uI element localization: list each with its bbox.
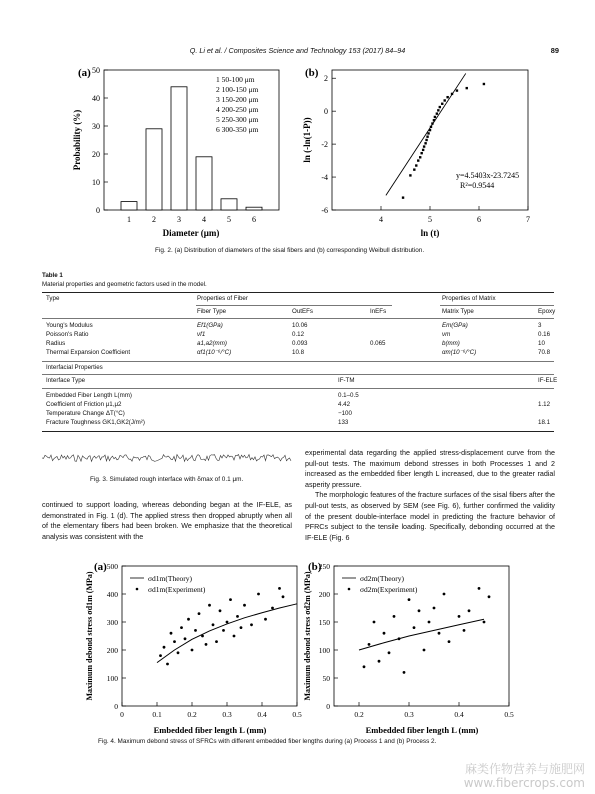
fig2b-point <box>439 106 441 108</box>
fig2a-xtick-label: 5 <box>227 215 231 224</box>
fig4-ytick-label: 500 <box>106 562 118 571</box>
table-head-row-2 <box>42 308 554 317</box>
fig2b-point <box>417 159 419 161</box>
fig2b-ytick-label: 2 <box>324 74 328 84</box>
watermark <box>464 762 585 790</box>
fig2a-xlabel: Diameter (μm) <box>162 228 220 238</box>
fig4-experiment-point <box>438 632 441 635</box>
fig4-experiment-point <box>468 609 471 612</box>
table-cell-sym: αf1(10⁻⁶/°C) <box>197 349 232 356</box>
table-cell-mval: 70.8 <box>538 349 551 356</box>
fig4-xtick-label: 0.3 <box>222 710 232 719</box>
fig4-experiment-point <box>393 615 396 618</box>
fig2b-frame <box>332 70 528 210</box>
fig2b-point <box>483 83 485 85</box>
table1 <box>42 295 554 304</box>
fig4-experiment-point <box>243 604 246 607</box>
interfacial-label: Interfacial Properties <box>46 364 103 371</box>
table-cell-name: Poisson's Ratio <box>46 331 89 338</box>
fig4-experiment-point <box>388 651 391 654</box>
fig2a-label: (a) <box>78 67 91 79</box>
fig2b-point <box>402 196 404 198</box>
fig4-experiment-point <box>448 640 451 643</box>
fig4-experiment-point <box>166 663 169 666</box>
fig2b-fit-line <box>386 73 466 195</box>
fig4-experiment-point <box>173 640 176 643</box>
fig2b-point <box>451 93 453 95</box>
fig2b-point <box>420 152 422 154</box>
fig2a-xtick-label: 6 <box>252 215 256 224</box>
table-cell-v2: 18.1 <box>538 419 551 426</box>
fig2a-ytick-label: 0 <box>96 206 100 215</box>
fig4b-ylabel: Maximum debond stress σd2m (MPa) <box>303 571 312 701</box>
interface-head-row <box>42 377 558 386</box>
fig4-experiment-point <box>240 626 243 629</box>
fig2b-point <box>441 103 443 105</box>
table-row <box>42 401 554 410</box>
figure-2 <box>70 64 540 244</box>
fig2a-ytick-label: 50 <box>92 66 100 75</box>
table-row <box>42 349 554 358</box>
fig4a-xlabel: Embedded fiber length L (mm) <box>153 725 267 735</box>
fig2b-point <box>446 96 448 98</box>
col-interface-type: Interface Type <box>46 377 86 384</box>
table-cell-v1: −100 <box>338 410 352 417</box>
table-cell-mval: 10 <box>538 340 545 347</box>
fig4-experiment-point <box>159 654 162 657</box>
col-matrix-type: Matrix Type <box>442 308 474 315</box>
table-cell-mval: 3 <box>538 322 542 329</box>
fig2a-bar <box>246 207 262 210</box>
table-cell-name: Embedded Fiber Length L(mm) <box>46 392 132 399</box>
fig4-experiment-point <box>208 604 211 607</box>
fig2b-point <box>433 119 435 121</box>
fig4a-legend-theory: σd1m(Theory) <box>148 574 193 583</box>
fig4a-label: (a) <box>94 561 107 573</box>
fig4-xtick-label: 0.1 <box>152 710 162 719</box>
fig4-experiment-point <box>463 629 466 632</box>
fig2b-point <box>413 168 415 170</box>
fig4b-legend-marker <box>348 588 351 591</box>
fig4-experiment-point <box>398 637 401 640</box>
table-cell-msym: Em(GPa) <box>442 322 468 329</box>
fig2b-ytick-label: 0 <box>324 107 328 117</box>
table-row <box>42 322 554 331</box>
fig4-experiment-point <box>271 607 274 610</box>
fig2a-bar <box>221 199 237 210</box>
table-cell-msym: αm(10⁻⁶/°C) <box>442 349 477 356</box>
fig4-experiment-point <box>180 626 183 629</box>
fig2a-ytick-label: 20 <box>92 150 100 159</box>
fig4-experiment-point <box>443 593 446 596</box>
fig4-xtick-label: 0.2 <box>187 710 197 719</box>
fig2b-equation: y=4.5403x-23.7245 <box>456 171 520 180</box>
fig4-ytick-label: 0 <box>326 702 330 711</box>
fig4-experiment-point <box>219 609 222 612</box>
table1-body <box>42 308 554 317</box>
fig2b-r2: R²=0.9544 <box>460 181 495 190</box>
col-type: Type <box>46 295 60 302</box>
fig4-experiment-point <box>222 629 225 632</box>
table1-if-rows <box>42 392 554 428</box>
fig2b-point <box>422 149 424 151</box>
fig2a-bar <box>121 202 137 210</box>
fig2a-legend-item: 3 150-200 μm <box>216 95 259 104</box>
fig3-caption: Fig. 3. Simulated rough interface with δmax of 0.1 μm. <box>90 476 244 483</box>
fig2b-xtick-label: 6 <box>477 215 481 224</box>
fig2a-bar <box>196 157 212 210</box>
table-rule-if <box>42 374 554 375</box>
fig2b-xtick-label: 4 <box>379 215 383 224</box>
fig2a-panel <box>72 66 279 238</box>
fig4-experiment-point <box>236 615 239 618</box>
fig4-experiment-point <box>488 595 491 598</box>
fig4-experiment-point <box>368 643 371 646</box>
fig4-experiment-point <box>184 637 187 640</box>
fig2b-xtick-label: 5 <box>428 215 432 224</box>
fig2b-ytick-label: -2 <box>321 140 328 150</box>
fig2a-ytick-label: 40 <box>92 94 100 103</box>
fig4-experiment-point <box>163 646 166 649</box>
fig4-experiment-point <box>423 649 426 652</box>
col-matrix: Properties of Matrix <box>442 295 496 302</box>
fig4b-panel <box>303 561 514 735</box>
fig2a-legend-item: 5 250-300 μm <box>216 115 259 124</box>
fig4-xtick-label: 0.2 <box>354 710 364 719</box>
fig4-xtick-label: 0.5 <box>504 710 514 719</box>
fig2a-ylabel: Probability (%) <box>72 109 82 171</box>
table1-interfacial <box>42 364 554 373</box>
rough-interface-line <box>42 455 291 462</box>
watermark-line-2: www.fibercrops.com <box>463 776 585 790</box>
fig4-experiment-point <box>191 649 194 652</box>
fig4-ytick-label: 200 <box>106 646 118 655</box>
fig2a-ytick-label: 10 <box>92 178 100 187</box>
fig4-ytick-label: 150 <box>318 618 330 627</box>
fig4-experiment-point <box>198 612 201 615</box>
fig4-experiment-point <box>229 598 232 601</box>
fig4-experiment-point <box>194 629 197 632</box>
fig4-xtick-label: 0 <box>120 710 124 719</box>
table-cell-name: Fracture Toughness GK1,GK2(J/m²) <box>46 419 145 426</box>
fig4-ytick-label: 400 <box>106 590 118 599</box>
fig2a-legend-item: 1 50-100 μm <box>216 75 255 84</box>
paragraph-left: continued to support loading, whereas debonding began at the IF-ELE, as demonstrated in Fig. 1 (d). The applied stress then dropped abruptly when all of the elementary fibers had been broken. We emphasize that the theoretical analysis was consistent with the <box>42 501 292 541</box>
fig2a-legend-item: 6 300-350 μm <box>216 125 259 134</box>
table-rule-if2 <box>42 388 554 389</box>
fig4-experiment-point <box>428 621 431 624</box>
fig4-experiment-point <box>478 587 481 590</box>
fig4-ytick-label: 100 <box>106 674 118 683</box>
table-cell-sym: Ef1(GPa) <box>197 322 223 329</box>
table-cell-name: Thermal Expansion Coefficient <box>46 349 131 356</box>
paragraph-right-2: The morphologic features of the fracture surfaces of the sisal fibers after the pull-out tests, as observed by SEM (see Fig. 6), further confirmed the validity of the present double-interface model in predicting the fracture behavior of PFRCs subject to the tensile loading. Specifically, debonding occurred at the IF-ELE (Fig. 6 <box>305 491 555 542</box>
fig4-caption: Fig. 4. Maximum debond stress of SFRCs with different embedded fiber lengths during (a) Process 1 and (b) Process 2. <box>98 738 437 745</box>
fig2b-point <box>444 99 446 101</box>
fig2b-xtick-label: 7 <box>526 215 530 224</box>
table-cell-out: 10.06 <box>292 322 308 329</box>
fig4a-panel <box>85 561 302 735</box>
table-rule-matrix <box>440 305 554 306</box>
fig4b-legend-exp: σd2m(Experiment) <box>360 585 418 594</box>
fig4-experiment-point <box>257 593 260 596</box>
fig4-experiment-point <box>278 587 281 590</box>
fig4-experiment-point <box>418 609 421 612</box>
col-out: OutEFs <box>292 308 313 315</box>
col-in: InEFs <box>370 308 387 315</box>
table-cell-out: 0.093 <box>292 340 308 347</box>
fig4b-xlabel: Embedded fiber length L (mm) <box>365 725 479 735</box>
fig2b-point <box>436 112 438 114</box>
table1-subtitle: Material properties and geometric factors used in the model. <box>42 281 207 288</box>
fig4-experiment-point <box>212 623 215 626</box>
fig2b-label: (b) <box>305 67 319 79</box>
fig2b-ytick-label: -6 <box>321 206 328 215</box>
table-row <box>42 331 554 340</box>
fig2b-point <box>423 145 425 147</box>
fig4a-legend-exp: σd1m(Experiment) <box>148 585 206 594</box>
figure-4 <box>72 558 532 738</box>
fig4-ytick-label: 50 <box>322 674 330 683</box>
table-rule-top <box>42 292 554 293</box>
table-rule-fiber <box>196 305 392 306</box>
fig2a-bar <box>146 129 162 210</box>
fig2b-point <box>456 89 458 91</box>
table-head-row-1 <box>42 295 554 304</box>
table-cell-name: Young's Modulus <box>46 322 93 329</box>
table-rule-mid <box>42 361 554 362</box>
fig4-xtick-label: 0.5 <box>292 710 302 719</box>
fig4-experiment-point <box>170 632 173 635</box>
fig4-ytick-label: 0 <box>114 702 118 711</box>
fig4-experiment-point <box>433 607 436 610</box>
fig2b-point <box>415 164 417 166</box>
table-cell-v1: 133 <box>338 419 349 426</box>
table-cell-msym: b(mm) <box>442 340 460 347</box>
table-row <box>42 392 554 401</box>
fig2b-point <box>466 87 468 89</box>
fig4-ytick-label: 300 <box>106 618 118 627</box>
fig2b-point <box>425 139 427 141</box>
fig2b-xlabel: ln (t) <box>420 228 440 238</box>
fig4-experiment-point <box>378 660 381 663</box>
table-cell-name: Coefficient of Friction μ1,μ2 <box>46 401 122 408</box>
fig2-caption: Fig. 2. (a) Distribution of diameters of the sisal fibers and (b) corresponding Weibull distribution. <box>155 247 425 254</box>
fig2a-xtick-label: 1 <box>127 215 131 224</box>
table1-if-head <box>42 377 558 386</box>
table-cell-sym: νf1 <box>197 331 206 338</box>
table-rule-head <box>42 318 554 319</box>
fig2b-point <box>409 174 411 176</box>
table-cell-out: 0.12 <box>292 331 305 338</box>
table-row <box>42 410 554 419</box>
fig2b-point <box>426 136 428 138</box>
table-cell-sym: a1,a2(mm) <box>197 340 227 347</box>
fig2b-point <box>427 132 429 134</box>
paragraph-right-1: experimental data regarding the applied stress-displacement curve from the pull-out tests. The maximum debond stresses in both Processes 1 and 2 increased as the embedded fiber length L increased, due to the greater radial asperity pressure. <box>305 449 555 489</box>
table-cell-name: Temperature Change ΔT(°C) <box>46 410 125 417</box>
fig2a-xtick-label: 3 <box>177 215 181 224</box>
fig2b-ylabel: ln (-ln(1-P)) <box>302 117 312 163</box>
table-cell-msym: νm <box>442 331 451 338</box>
fig4-experiment-point <box>408 598 411 601</box>
fig2b-point <box>430 126 432 128</box>
table-cell-in: 0.065 <box>370 340 386 347</box>
fig4-experiment-point <box>383 632 386 635</box>
fig4-experiment-point <box>483 621 486 624</box>
table-rule-bottom <box>42 431 554 432</box>
page-number: 89 <box>550 46 559 55</box>
fig4-ytick-label: 200 <box>318 590 330 599</box>
fig2b-point <box>419 156 421 158</box>
fig2a-legend-item: 2 100-150 μm <box>216 85 259 94</box>
fig4-experiment-point <box>205 643 208 646</box>
fig4-experiment-point <box>363 665 366 668</box>
table1-title: Table 1 <box>42 272 63 279</box>
fig2a-xtick-label: 4 <box>202 215 206 224</box>
col-if-ele: IF-ELE <box>538 377 558 384</box>
col-fiber-type: Fiber Type <box>197 308 227 315</box>
fig2b-point <box>434 116 436 118</box>
journal-citation: Q. Li et al. / Composites Science and Technology 153 (2017) 84–94 <box>189 46 406 55</box>
fig4-experiment-point <box>250 623 253 626</box>
fig2a-legend-item: 4 200-250 μm <box>216 105 259 114</box>
fig2b-ytick-label: -4 <box>321 173 328 183</box>
fig2a-ytick-label: 30 <box>92 122 100 131</box>
fig4b-legend-theory: σd2m(Theory) <box>360 574 405 583</box>
fig4-experiment-point <box>373 621 376 624</box>
fig4-experiment-point <box>187 618 190 621</box>
table-cell-v1: 4.42 <box>338 401 351 408</box>
fig4-experiment-point <box>233 635 236 638</box>
col-fiber: Properties of Fiber <box>197 295 248 302</box>
table-row <box>42 340 554 349</box>
fig4-experiment-point <box>282 595 285 598</box>
running-header <box>0 44 595 58</box>
watermark-line-1: 麻类作物营养与施肥网 <box>464 762 585 776</box>
fig2b-point <box>424 142 426 144</box>
fig4b-label: (b) <box>308 561 322 573</box>
fig4-experiment-point <box>403 671 406 674</box>
fig4-ytick-label: 100 <box>318 646 330 655</box>
fig4-xtick-label: 0.3 <box>404 710 414 719</box>
fig2b-point <box>431 122 433 124</box>
fig4a-ylabel: Maximum debond stress σd1m (MPa) <box>85 571 94 701</box>
fig2b-point <box>437 109 439 111</box>
fig4-experiment-point <box>215 640 218 643</box>
fig4a-legend-marker <box>136 588 139 591</box>
fig4-xtick-label: 0.4 <box>257 710 267 719</box>
body-text-left <box>42 500 292 542</box>
fig4-experiment-point <box>201 635 204 638</box>
table-cell-v2: 1.12 <box>538 401 551 408</box>
fig4-xtick-label: 0.4 <box>454 710 464 719</box>
fig2a-bar <box>171 87 187 210</box>
figure-3-rough-interface <box>42 450 292 466</box>
fig4-experiment-point <box>177 651 180 654</box>
table1-rows <box>42 322 554 358</box>
table-cell-v1: 0.1–0.5 <box>338 392 359 399</box>
fig4-experiment-point <box>264 618 267 621</box>
table-row <box>42 419 554 428</box>
fig4-experiment-point <box>458 615 461 618</box>
fig2b-point <box>429 129 431 131</box>
table-cell-mval: 0.16 <box>538 331 551 338</box>
fig4-ytick-label: 250 <box>318 562 330 571</box>
table-cell-name: Radius <box>46 340 66 347</box>
fig4-experiment-point <box>226 621 229 624</box>
col-if-tm: IF-TM <box>338 377 355 384</box>
col-epoxy: Epoxy <box>538 308 556 315</box>
interfacial-heading <box>42 364 554 373</box>
fig2b-panel <box>302 67 530 238</box>
fig4-experiment-point <box>413 626 416 629</box>
table-cell-out: 10.8 <box>292 349 305 356</box>
fig4-theory-curve <box>359 619 484 650</box>
body-text-right <box>305 448 555 543</box>
fig2a-xtick-label: 2 <box>152 215 156 224</box>
